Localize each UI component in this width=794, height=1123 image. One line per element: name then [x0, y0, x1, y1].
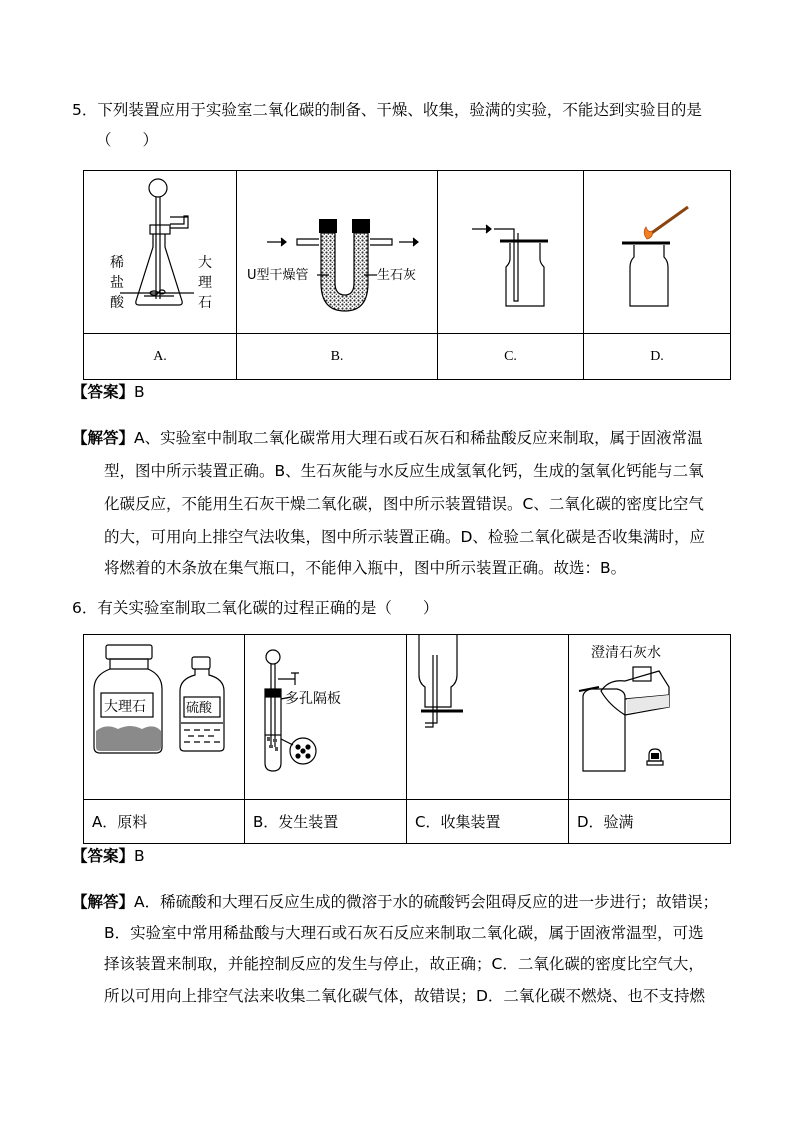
- q6-figure-a: [84, 635, 245, 800]
- q6-option-a: A．原料: [84, 800, 245, 844]
- q5-options-table: [83, 170, 731, 380]
- q5-a-label-right-1: 大: [198, 255, 212, 271]
- q5-b-tube-label: U型干燥管: [247, 268, 309, 283]
- q5-analysis-label: 【解答】: [72, 429, 135, 447]
- q5-a-label-left-1: 稀: [110, 255, 124, 271]
- q6-figure-d: [569, 635, 731, 800]
- q5-figure-c: [438, 171, 584, 334]
- q6-analysis-line-2: B．实验室中常用稀盐酸与大理石或石灰石反应来制取二氧化碳，属于固液常温型，可选: [104, 924, 704, 942]
- q6-analysis-text-1: A．稀硫酸和大理石反应生成的微溶于水的硫酸钙会阻碍反应的进一步进行；故错误；: [134, 893, 719, 911]
- q5-analysis-line-3: 化碳反应，不能用生石灰干燥二氧化碳，图中所示装置错误。C、二氧化碳的密度比空气: [104, 495, 704, 513]
- q5-figure-d: [584, 171, 731, 334]
- q6-figure-b: [245, 635, 407, 800]
- q5-answer-value: B: [134, 383, 145, 401]
- q5-figure-b: [237, 171, 438, 334]
- q6-analysis-line-3: 择该装置来制取，并能控制反应的发生与停止，故正确；C．二氧化碳的密度比空气大，: [104, 955, 704, 973]
- q5-analysis-line-1: [72, 428, 703, 448]
- q6-generator-apparatus: [245, 635, 407, 795]
- q5-a-label-left-3: 酸: [110, 295, 124, 311]
- q5-stem: 5．下列装置应用于实验室二氧化碳的制备、干燥、收集，验满的实验，不能达到实验目的是: [72, 101, 702, 119]
- q5-analysis-line-4: 的大，可用向上排空气法收集，图中所示装置正确。D、检验二氧化碳是否收集满时，应: [104, 528, 705, 546]
- q5-a-label-right-3: 石: [198, 295, 212, 311]
- q6-figure-c: [407, 635, 569, 800]
- q6-option-d: D．验满: [569, 800, 731, 844]
- q5-answer-label: 【答案】: [72, 383, 135, 401]
- q5-option-b: B.: [237, 334, 438, 380]
- q5-option-a: A.: [84, 334, 237, 380]
- q5-splint-test: [584, 171, 731, 329]
- q6-analysis-label: 【解答】: [72, 893, 135, 911]
- q5-analysis-text-1: A、实验室中制取二氧化碳常用大理石或石灰石和稀盐酸反应来制取，属于固液常温: [134, 429, 703, 447]
- q6-reagent-bottles: [84, 635, 245, 795]
- q6-option-b: B．发生装置: [245, 800, 407, 844]
- q6-analysis-line-1: [72, 892, 718, 912]
- q5-answer-blank: （ ）: [96, 131, 159, 149]
- q5-b-agent-label: 生石灰: [377, 268, 417, 283]
- q6-analysis-line-4: 所以可用向上排空气法来收集二氧化碳气体，故错误；D．二氧化碳不燃烧、也不支持燃: [104, 987, 705, 1005]
- q6-option-c: C．收集装置: [407, 800, 569, 844]
- q5-a-label-left-2: 盐: [110, 275, 124, 291]
- q6-collection-apparatus: [407, 635, 569, 795]
- q5-a-label-right-2: 理: [198, 275, 212, 291]
- q5-gas-jar-collection: [438, 171, 584, 329]
- q6-d-reagent-label: 澄清石灰水: [591, 645, 661, 661]
- q5-figure-a: [84, 171, 237, 334]
- q6-limewater-test: [569, 635, 731, 795]
- q6-answer-value: B: [134, 847, 145, 865]
- q5-flask-apparatus: [84, 171, 237, 329]
- q5-option-d: D.: [584, 334, 731, 380]
- q6-answer: [72, 846, 145, 866]
- q6-b-plate-label: 多孔隔板: [285, 691, 341, 707]
- q5-option-c: C.: [438, 334, 584, 380]
- q6-a-jar2-label: 硫酸: [186, 701, 213, 716]
- q5-u-tube-apparatus: [237, 171, 438, 329]
- q5-analysis-line-2: 型，图中所示装置正确。B、生石灰能与水反应生成氢氧化钙，生成的氢氧化钙能与二氧: [104, 462, 704, 480]
- q6-options-table: [83, 634, 731, 844]
- q6-stem: 6．有关实验室制取二氧化碳的过程正确的是（ ）: [72, 599, 439, 617]
- q5-analysis-line-5: 将燃着的木条放在集气瓶口，不能伸入瓶中，图中所示装置正确。故选：B。: [104, 559, 627, 577]
- q6-answer-label: 【答案】: [72, 847, 135, 865]
- q6-a-jar1-label: 大理石: [104, 699, 146, 715]
- q5-answer: [72, 382, 145, 402]
